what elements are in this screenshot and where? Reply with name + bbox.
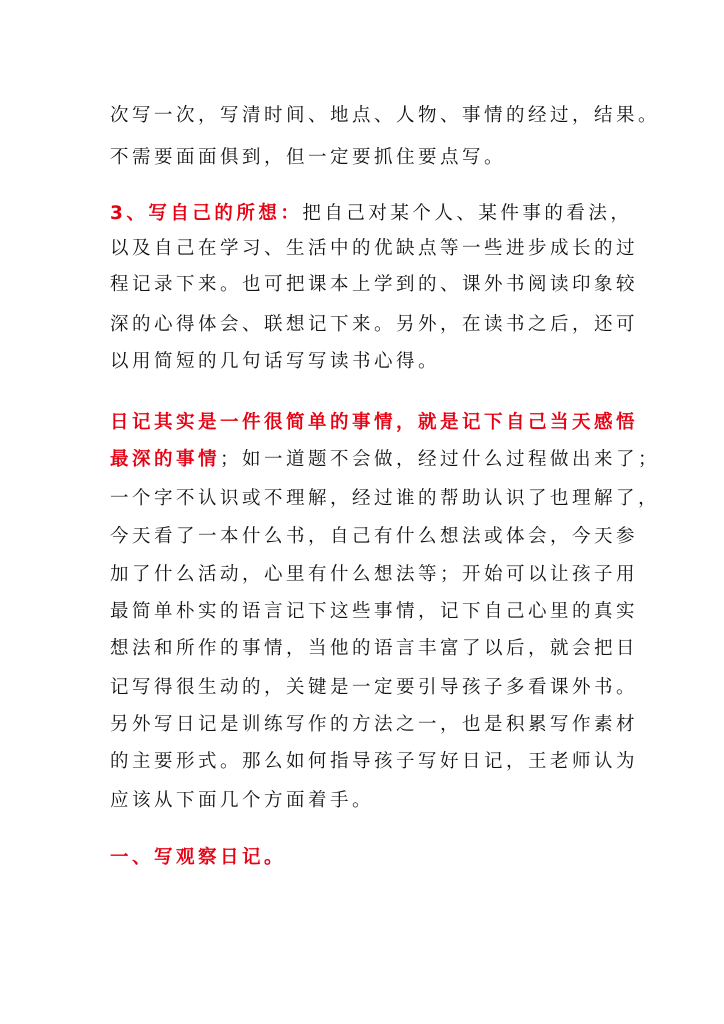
text-line: 以及自己在学习、生活中的优缺点等一些进步成长的过 [110,238,639,259]
text-line: 深的心得体会、联想记下来。另外，在读书之后，还可 [110,314,639,335]
text-line: 想法和所作的事情，当他的语言丰富了以后，就会把日 [110,638,639,659]
text-line: 一个字不认识或不理解，经过谁的帮助认识了也理解了， [110,488,661,509]
section-heading: 一、写观察日记。 [110,847,287,868]
text-line: 最简单朴实的语言记下这些事情，记下自己心里的真实 [110,601,639,622]
text-line: 应该从下面几个方面着手。 [110,790,375,811]
text-line: 次写一次，写清时间、地点、人物、事情的经过，结果。 [110,105,661,126]
subheading-point-3: 3、写自己的所想： [110,203,303,224]
text-line [110,202,632,226]
text-line: 记写得很生动的，关键是一定要引导孩子多看课外书。 [110,677,639,698]
text-line: 今天看了一本什么书，自己有什么想法或体会，今天参 [110,526,639,547]
highlight-line: 日记其实是一件很简单的事情，就是记下自己当天感悟 [110,412,639,433]
text-line: 以用简短的几句话写写读书心得。 [110,351,441,372]
text-span: 把自己对某个人、某件事的看法， [302,203,633,224]
text-line: 程记录下来。也可把课本上学到的、课外书阅读印象较 [110,274,639,295]
text-line: 另外写日记是训练写作的方法之一，也是积累写作素材 [110,714,639,735]
text-span: ；如一道题不会做，经过什么过程做出来了； [220,449,661,470]
text-line: 的主要形式。那么如何指导孩子写好日记，王老师认为 [110,751,639,772]
highlight-span: 最深的事情 [110,449,221,470]
text-line: 不需要面面俱到，但一定要抓住要点写。 [110,147,507,168]
text-line: 加了什么活动，心里有什么想法等；开始可以让孩子用 [110,564,639,585]
text-line [110,448,660,472]
